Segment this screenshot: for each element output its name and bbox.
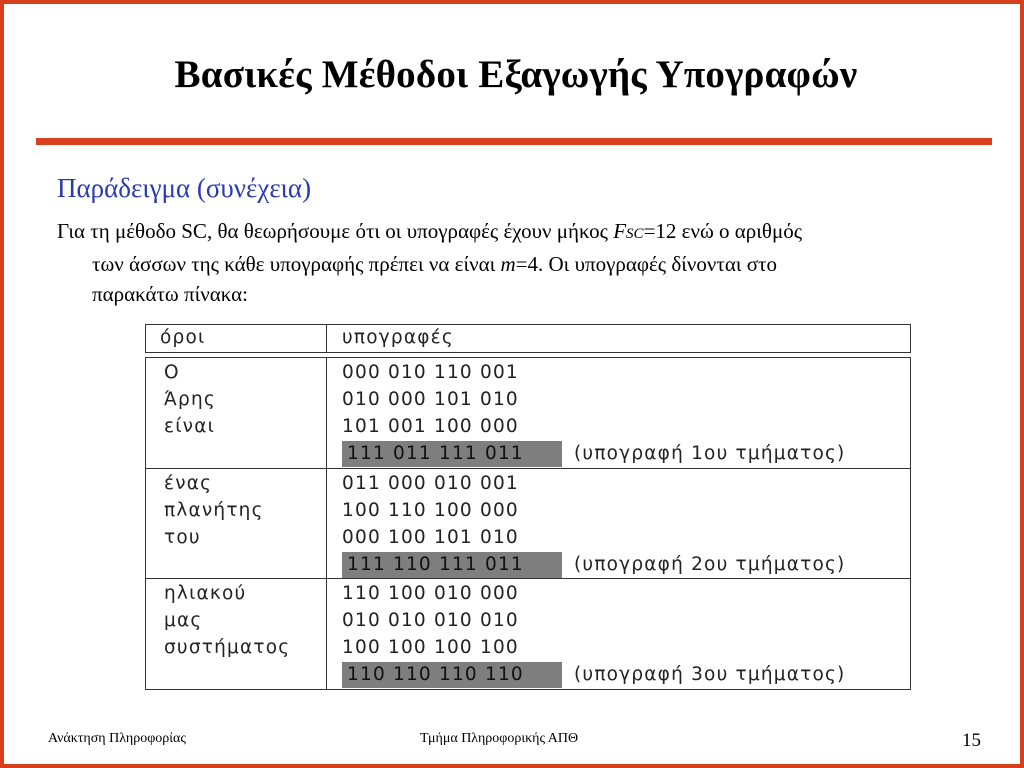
term-signature: 010 000 101 010 bbox=[342, 389, 519, 410]
term-signature: 100 100 100 100 bbox=[342, 637, 519, 658]
term-signature: 010 010 010 010 bbox=[342, 610, 519, 631]
fsc-sub: SC bbox=[626, 226, 644, 242]
paragraph-line-3: παρακάτω πίνακα: bbox=[92, 282, 248, 306]
table-group-3 bbox=[146, 578, 910, 689]
term: ένας bbox=[164, 473, 213, 494]
block-signature: 110 110 110 110 bbox=[342, 662, 562, 688]
header-signatures: υπογραφές bbox=[342, 327, 454, 348]
block-signature: 111 011 111 011 bbox=[342, 441, 562, 467]
footer-department: Τμήμα Πληροφορικής ΑΠΘ bbox=[420, 731, 579, 746]
term-signature: 000 010 110 001 bbox=[342, 362, 519, 383]
paragraph-line-1 bbox=[57, 216, 987, 249]
fsc-f: F bbox=[613, 219, 627, 243]
term-signature: 101 001 100 000 bbox=[342, 416, 519, 437]
term-signature: 011 000 010 001 bbox=[342, 473, 519, 494]
term-signature: 100 110 100 000 bbox=[342, 500, 519, 521]
block-signature-label: (υπογραφή 1ου τμήματος) bbox=[574, 443, 846, 464]
term: Ο bbox=[164, 362, 180, 383]
table-group-2 bbox=[146, 468, 910, 579]
page-title: Βασικές Μέθοδοι Εξαγωγής Υπογραφών bbox=[174, 53, 858, 96]
term: μας bbox=[164, 610, 203, 631]
term-signature: 110 100 010 000 bbox=[342, 583, 519, 604]
term: πλανήτης bbox=[164, 500, 264, 521]
m-variable: m bbox=[500, 252, 516, 276]
body-paragraph bbox=[57, 216, 987, 309]
table-body bbox=[145, 357, 911, 690]
table-header bbox=[145, 324, 911, 353]
term: είναι bbox=[164, 416, 216, 437]
term: του bbox=[164, 527, 201, 548]
page-number: 15 bbox=[962, 730, 981, 751]
paragraph-text: =4. Οι υπογραφές δίνονται στο bbox=[515, 252, 777, 276]
term-signature: 000 100 101 010 bbox=[342, 527, 519, 548]
header-terms: όροι bbox=[160, 327, 206, 348]
fsc-symbol bbox=[613, 219, 643, 243]
block-signature: 111 110 111 011 bbox=[342, 552, 562, 578]
term: συστήματος bbox=[164, 637, 291, 658]
footer-course: Ανάκτηση Πληροφορίας bbox=[48, 731, 186, 746]
title-divider bbox=[36, 138, 992, 145]
paragraph-text: των άσσων της κάθε υπογραφής πρέπει να είναι bbox=[92, 252, 501, 276]
signature-table bbox=[145, 324, 911, 690]
paragraph-text: =12 ενώ ο αριθμός bbox=[643, 219, 803, 243]
block-signature-label: (υπογραφή 2ου τμήματος) bbox=[574, 554, 846, 575]
term: ηλιακού bbox=[164, 583, 247, 604]
term: Άρης bbox=[164, 389, 216, 410]
column-divider bbox=[326, 325, 327, 352]
table-group-1 bbox=[146, 358, 910, 468]
paragraph-text: Για τη μέθοδο SC, θα θεωρήσουμε ότι οι υπογραφές έχουν μήκος bbox=[57, 219, 614, 243]
paragraph-line-2 bbox=[57, 249, 987, 279]
subtitle: Παράδειγμα (συνέχεια) bbox=[57, 173, 312, 203]
block-signature-label: (υπογραφή 3ου τμήματος) bbox=[574, 664, 846, 685]
